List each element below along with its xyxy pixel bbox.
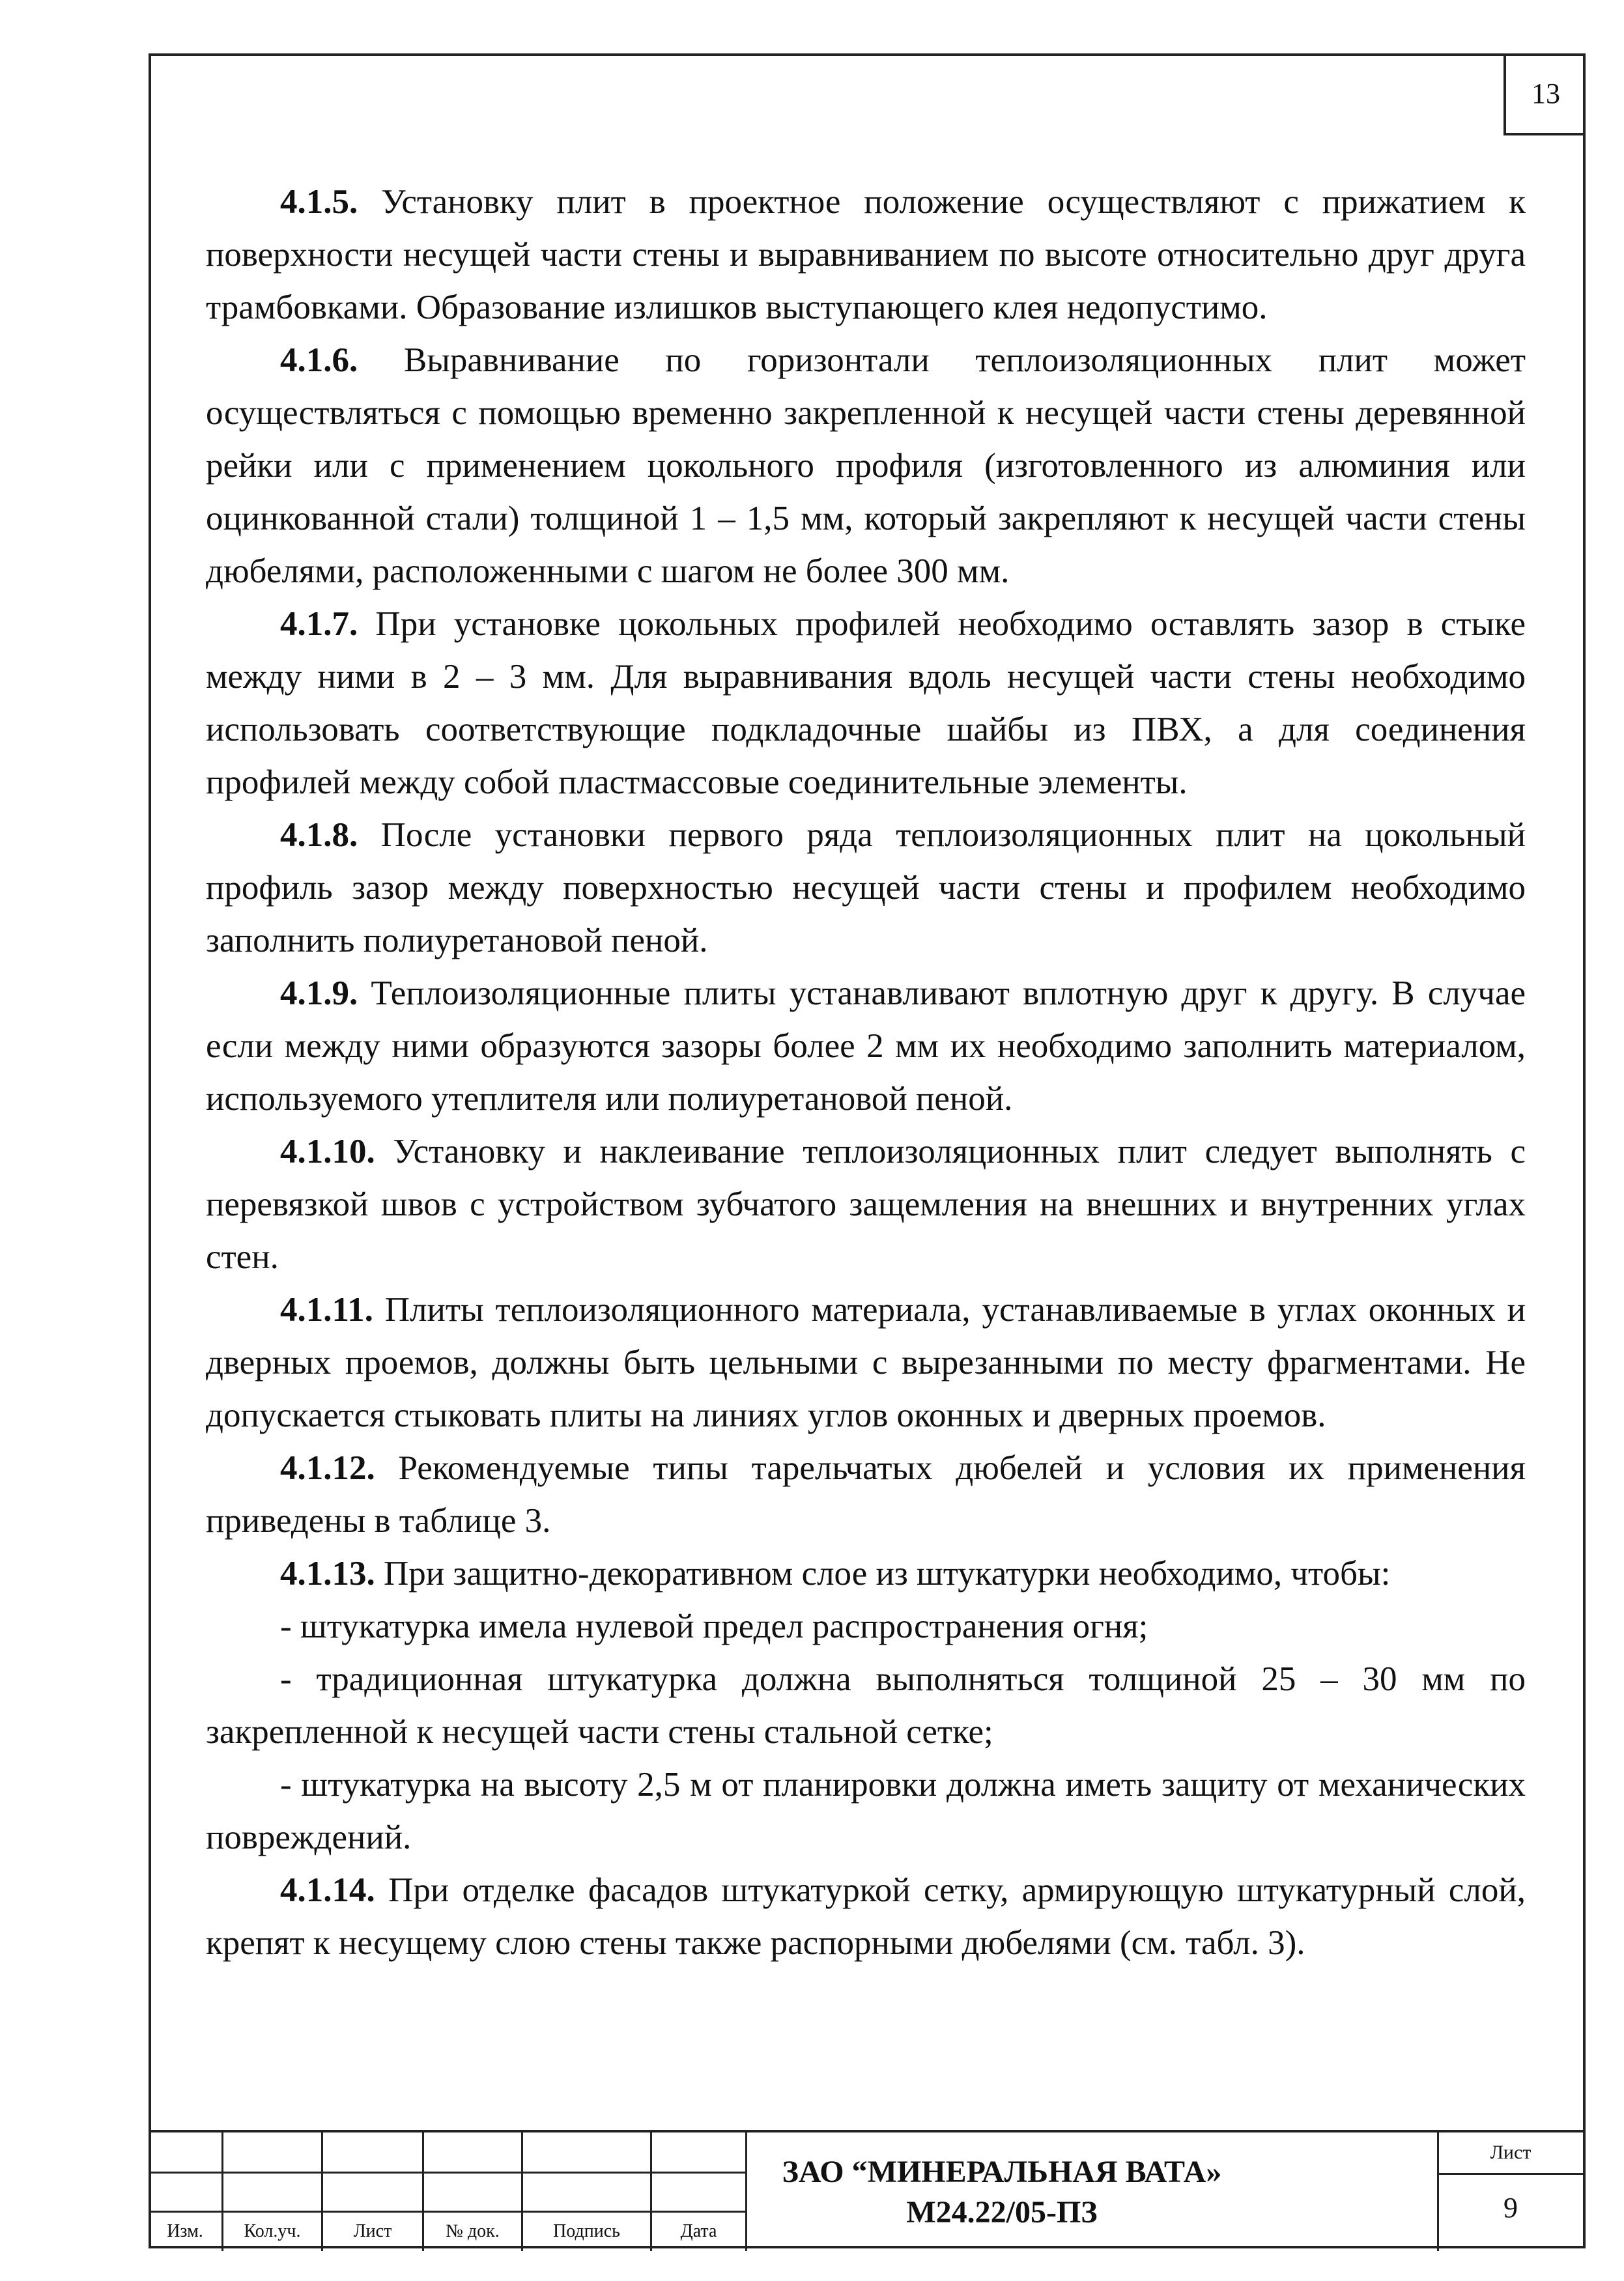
clause-number: 4.1.12. <box>280 1449 375 1487</box>
page-number-box <box>1503 53 1586 135</box>
paragraph-4-1-5 <box>206 176 1526 334</box>
document-body <box>206 176 1526 1970</box>
clause-number: 4.1.11. <box>280 1291 373 1329</box>
clause-number: 4.1.8. <box>280 816 358 854</box>
sheet-number: 9 <box>1503 2192 1518 2224</box>
column-label-count: Кол.уч. <box>244 2221 301 2241</box>
paragraph-text: - штукатурка имела нулевой предел распространения огня; <box>280 1608 1148 1645</box>
paragraph-text: Установку и наклеивание теплоизоляционных плит следует выполнять с перевязкой швов с устройством зубчатого защемления на внешних и внутренних углах стен. <box>206 1133 1526 1276</box>
paragraph-text: При защитно-декоративном слое из штукатурки необходимо, чтобы: <box>375 1555 1391 1593</box>
clause-number: 4.1.10. <box>280 1133 375 1170</box>
list-item <box>206 1600 1526 1653</box>
column-label-revision: Изм. <box>167 2221 203 2241</box>
sheet-label: Лист <box>1490 2142 1531 2163</box>
paragraph-4-1-7 <box>206 598 1526 809</box>
paragraph-text: - традиционная штукатурка должна выполняться толщиной 25 – 30 мм по закрепленной к несущей части стены стальной сетке; <box>206 1660 1526 1751</box>
clause-number: 4.1.5. <box>280 183 358 221</box>
grid-line <box>149 2172 745 2174</box>
column-label-doc-number: № док. <box>446 2221 500 2241</box>
paragraph-text: При установке цокольных профилей необходимо оставлять зазор в стыке между ними в 2 – 3 мм. Для выравнивания вдоль несущей части стены необходимо использовать соответствующие подкладочные шайбы из ПВХ, а для соединения профилей между собой пластмассовые соединительные элементы. <box>206 605 1526 801</box>
paragraph-4-1-11 <box>206 1284 1526 1442</box>
paragraph-4-1-12 <box>206 1442 1526 1548</box>
list-item <box>206 1759 1526 1864</box>
paragraph-4-1-10 <box>206 1126 1526 1284</box>
paragraph-text: После установки первого ряда теплоизоляционных плит на цокольный профиль зазор между поверхностью несущей части стены и профилем необходимо заполнить полиуретановой пеной. <box>206 816 1526 959</box>
paragraph-4-1-9 <box>206 967 1526 1126</box>
clause-number: 4.1.9. <box>280 974 358 1012</box>
paragraph-4-1-13 <box>206 1548 1526 1600</box>
clause-number: 4.1.13. <box>280 1555 375 1593</box>
grid-line <box>1437 2173 1586 2175</box>
company-block <box>748 2152 1256 2233</box>
paragraph-4-1-14 <box>206 1864 1526 1970</box>
paragraph-4-1-8 <box>206 809 1526 967</box>
paragraph-text: Плиты теплоизоляционного материала, устанавливаемые в углах оконных и дверных проемов, должны быть цельными с вырезанными по месту фрагментами. Не допускается стыковать плиты на линиях углов оконных и дверных проемов. <box>206 1291 1526 1434</box>
column-label-date: Дата <box>680 2221 717 2241</box>
page-number: 13 <box>1531 77 1560 109</box>
paragraph-text: Рекомендуемые типы тарельчатых дюбелей и условия их применения приведены в таблице 3. <box>206 1449 1526 1540</box>
clause-number: 4.1.6. <box>280 341 358 379</box>
column-label-signature: Подпись <box>553 2221 620 2241</box>
paragraph-text: Теплоизоляционные плиты устанавливают вплотную друг к другу. В случае если между ними образуются зазоры более 2 мм их необходимо заполнить материалом, используемого утеплителя или полиуретановой пеной. <box>206 974 1526 1118</box>
column-label-sheet: Лист <box>353 2221 392 2241</box>
paragraph-text: При отделке фасадов штукатуркой сетку, армирующую штукатурный слой, крепят к несущему слою стены также распорными дюбелями (см. табл. 3). <box>206 1871 1526 1962</box>
grid-line <box>745 2132 747 2251</box>
title-block <box>149 2130 1586 2248</box>
list-item <box>206 1653 1526 1759</box>
paragraph-4-1-6 <box>206 334 1526 598</box>
grid-line <box>149 2211 745 2213</box>
clause-number: 4.1.14. <box>280 1871 375 1909</box>
paragraph-text: Установку плит в проектное положение осуществляют с прижатием к поверхности несущей части стены и выравниванием по высоте относительно друг друга трамбовками. Образование излишков выступающего клея недопустимо. <box>206 183 1526 326</box>
clause-number: 4.1.7. <box>280 605 358 643</box>
paragraph-text: - штукатурка на высоту 2,5 м от планировки должна иметь защиту от механических повреждений. <box>206 1766 1526 1856</box>
paragraph-text: Выравнивание по горизонтали теплоизоляционных плит может осуществляться с помощью временно закрепленной к несущей части стены деревянной рейки или с применением цокольного профиля (изготовленного из алюминия или оцинкованной стали) толщиной 1 – 1,5 мм, который закрепляют к несущей части стены дюбелями, расположенными с шагом не более 300 мм. <box>206 341 1526 590</box>
document-code: М24.22/05-ПЗ <box>906 2195 1098 2230</box>
company-name: ЗАО “МИНЕРАЛЬНАЯ ВАТА» <box>782 2155 1222 2189</box>
